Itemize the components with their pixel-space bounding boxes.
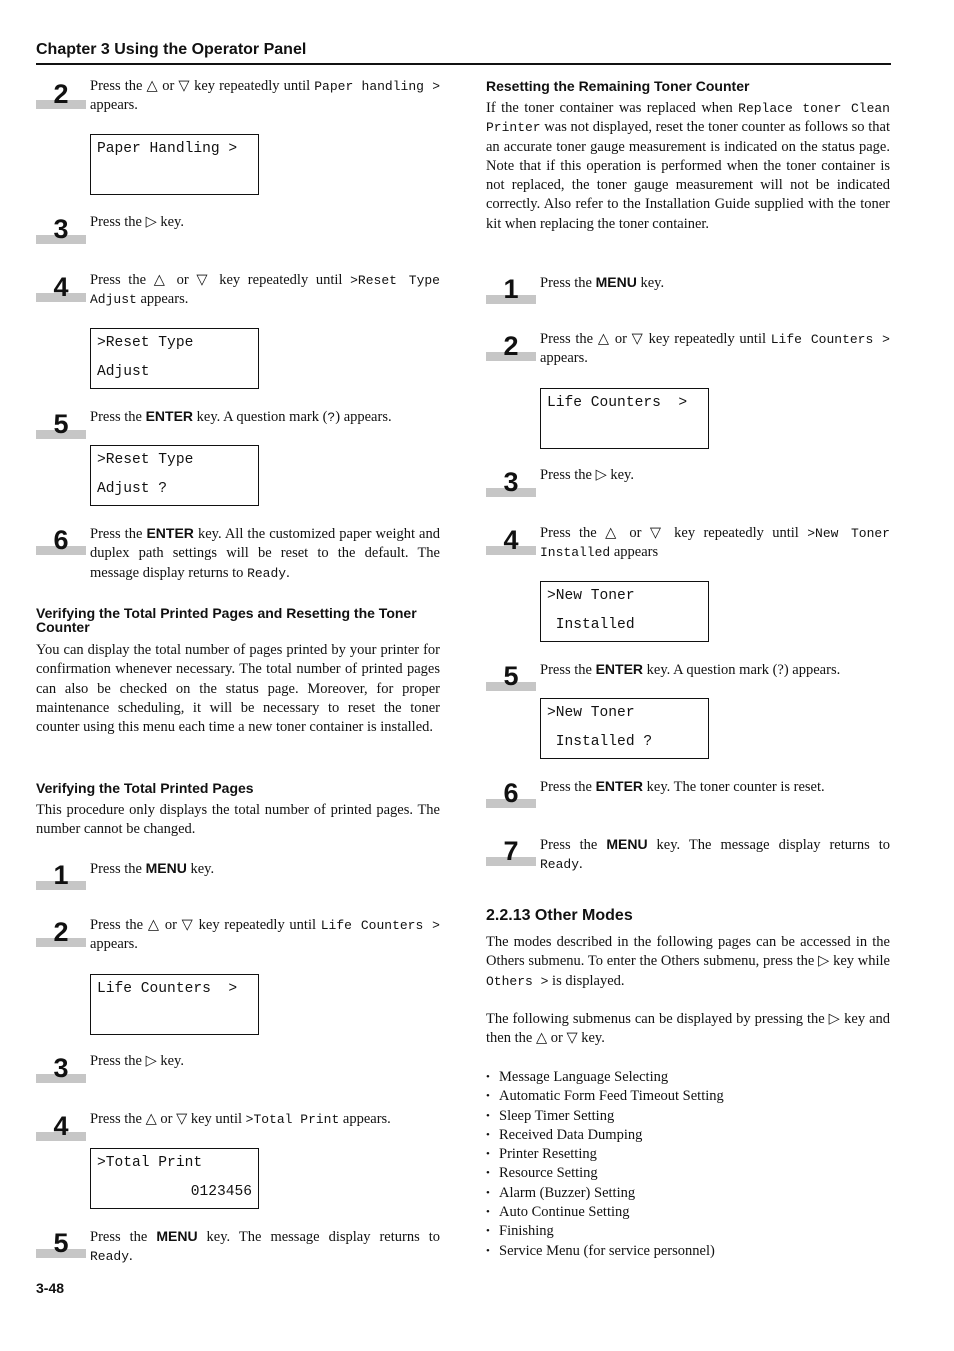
- step-text: Press the △ or ▽ key repeatedly until Life Counters > appears.: [540, 331, 890, 367]
- right-key-icon: ▷: [145, 214, 157, 230]
- step-number: 1: [36, 861, 86, 894]
- down-key-icon: ▽: [176, 1111, 188, 1127]
- step-text: Press the △ or ▽ key repeatedly until Paper handling > appears.: [90, 78, 440, 114]
- step-number: 4: [486, 526, 536, 559]
- page-number: 3-48: [36, 1280, 65, 1296]
- up-key-icon: △: [153, 272, 169, 288]
- header-rule: [36, 63, 891, 65]
- right-key-icon: ▷: [595, 467, 607, 483]
- step-text: Press the △ or ▽ key until >Total Print appears.: [90, 1111, 391, 1127]
- up-key-icon: △: [605, 525, 622, 541]
- step-text: Press the ▷ key.: [90, 214, 184, 230]
- step-text: Press the MENU key. The message display returns to Ready.: [540, 836, 890, 873]
- step-number: 4: [36, 1112, 86, 1145]
- step-text: Press the ENTER key. The toner counter is reset.: [540, 778, 825, 795]
- down-key-icon: ▽: [566, 1030, 578, 1047]
- step-number: 6: [36, 526, 86, 559]
- step-text: Press the MENU key.: [90, 860, 215, 877]
- lcd-display: >New Toner Installed ?: [540, 698, 709, 759]
- lcd-display: >Reset Type Adjust ?: [90, 445, 259, 506]
- step-text: Press the ENTER key. All the customized paper weight and duplex path settings will be reset to the default. The message display returns to Ready.: [90, 525, 440, 581]
- step-text: Press the △ or ▽ key repeatedly until >Reset Type Adjust appears.: [90, 272, 440, 308]
- paragraph: The modes described in the following pages can be accessed in the Others submenu. To enter the Others submenu, press the ▷ key while Others > is displayed.: [486, 934, 890, 989]
- step-number: 2: [36, 80, 86, 113]
- paragraph: The following submenus can be displayed by pressing the ▷ key and then the △ or ▽ key.: [486, 1011, 890, 1047]
- section-heading: Verifying the Total Printed Pages and Resetting the Toner Counter: [36, 605, 417, 635]
- step-text: Press the ENTER key. A question mark (?) appears.: [540, 661, 841, 678]
- step-text: Press the ▷ key.: [90, 1053, 184, 1069]
- right-key-icon: ▷: [818, 953, 830, 970]
- right-key-icon: ▷: [828, 1011, 841, 1027]
- lcd-display: >Reset Type Adjust: [90, 328, 259, 389]
- step-text: Press the △ or ▽ key repeatedly until Life Counters > appears.: [90, 917, 440, 953]
- paragraph: You can display the total number of pages printed by your printer for confirmation whenever necessary. The total number of printed pages can also be checked on the status page. Moreover, for proper maintenance scheduling, it will be necessary to reset the toner counter using this menu each time a new toner container is installed.: [36, 642, 440, 736]
- step-number: 5: [36, 410, 86, 443]
- down-key-icon: ▽: [178, 78, 190, 94]
- up-key-icon: △: [145, 1111, 157, 1127]
- submenu-list: [486, 1068, 890, 1261]
- down-key-icon: ▽: [196, 272, 212, 288]
- step-text: Press the MENU key.: [540, 274, 665, 291]
- down-key-icon: ▽: [181, 917, 194, 933]
- list-item: • Resource Setting: [486, 1164, 890, 1183]
- up-key-icon: △: [597, 331, 611, 347]
- up-key-icon: △: [146, 78, 159, 94]
- section-heading: Resetting the Remaining Toner Counter: [486, 78, 750, 94]
- list-item: • Message Language Selecting: [486, 1068, 890, 1087]
- lcd-display: Life Counters >: [540, 388, 709, 449]
- section-heading: Verifying the Total Printed Pages: [36, 780, 254, 796]
- step-number: 6: [486, 779, 536, 812]
- right-key-icon: ▷: [145, 1053, 157, 1069]
- step-text: Press the △ or ▽ key repeatedly until >New Toner Installed appears: [540, 525, 890, 561]
- chapter-header: Chapter 3 Using the Operator Panel: [36, 41, 307, 58]
- step-number: 5: [36, 1229, 86, 1262]
- up-key-icon: △: [147, 917, 161, 933]
- step-number: 4: [36, 273, 86, 306]
- step-text: Press the ENTER key. A question mark (?) appears.: [90, 408, 392, 425]
- lcd-display: Paper Handling >: [90, 134, 259, 195]
- down-key-icon: ▽: [631, 331, 644, 347]
- down-key-icon: ▽: [649, 525, 666, 541]
- step-number: 3: [486, 468, 536, 501]
- list-item: • Sleep Timer Setting: [486, 1107, 890, 1126]
- step-text: Press the ▷ key.: [540, 467, 634, 483]
- lcd-display: >New Toner Installed: [540, 581, 709, 642]
- step-number: 1: [486, 275, 536, 308]
- list-item: • Service Menu (for service personnel): [486, 1242, 890, 1261]
- subsection-heading: 2.2.13 Other Modes: [486, 907, 633, 924]
- paragraph: If the toner container was replaced when Replace toner Clean Printer was not displayed, reset the toner counter as follows so that an accurate toner gauge measurement is indicated on the status page. Note that if this operation is performed when the toner container is not replaced, the toner gauge measurement will not be indicated correctly. Also refer to the Installation Guide supplied with the toner kit when replacing the toner container.: [486, 100, 890, 232]
- list-item: • Received Data Dumping: [486, 1126, 890, 1145]
- paragraph: This procedure only displays the total number of printed pages. The number cannot be changed.: [36, 802, 440, 838]
- lcd-display: Life Counters >: [90, 974, 259, 1035]
- list-item: • Alarm (Buzzer) Setting: [486, 1184, 890, 1203]
- step-number: 7: [486, 837, 536, 870]
- step-number: 3: [36, 215, 86, 248]
- list-item: • Automatic Form Feed Timeout Setting: [486, 1087, 890, 1106]
- up-key-icon: △: [535, 1030, 548, 1047]
- step-number: 2: [486, 332, 536, 365]
- step-number: 3: [36, 1054, 86, 1087]
- list-item: • Finishing: [486, 1222, 890, 1241]
- step-text: Press the MENU key. The message display returns to Ready.: [90, 1228, 440, 1265]
- lcd-display: >Total Print 0123456: [90, 1148, 259, 1209]
- list-item: • Auto Continue Setting: [486, 1203, 890, 1222]
- list-item: • Printer Resetting: [486, 1145, 890, 1164]
- step-number: 5: [486, 662, 536, 695]
- step-number: 2: [36, 918, 86, 951]
